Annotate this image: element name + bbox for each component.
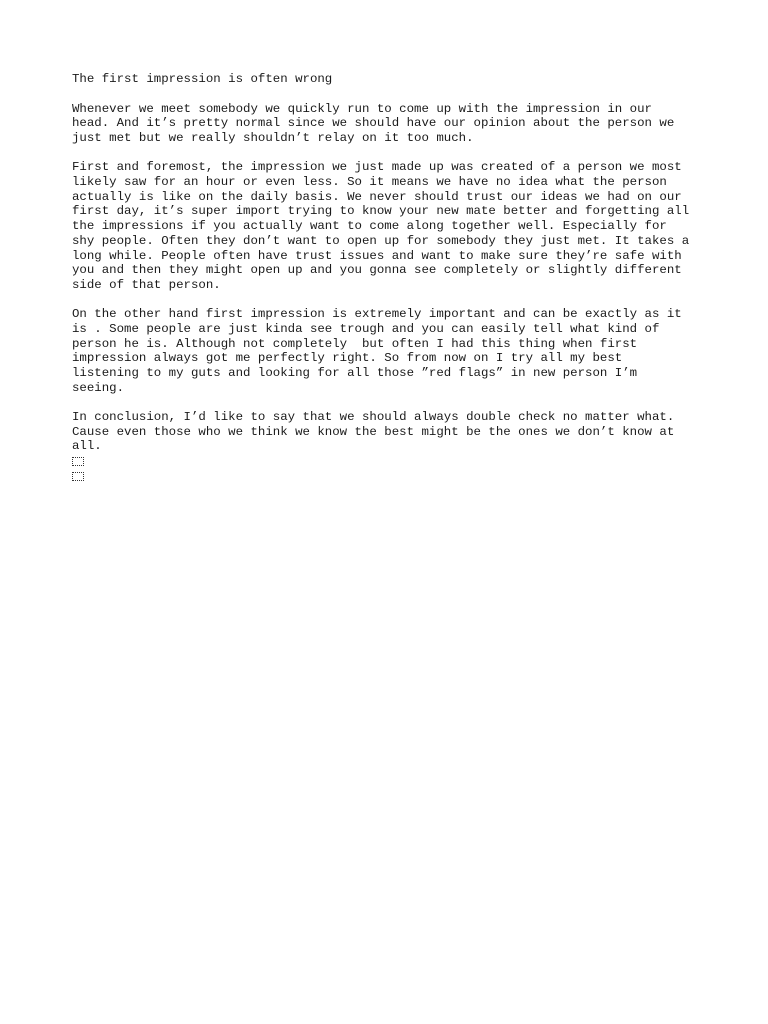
paragraph-line: actually is like on the daily basis. We never should trust our ideas we had on our: [72, 189, 682, 204]
document-title: The first impression is often wrong: [72, 72, 333, 86]
paragraph-line: likely saw for an hour or even less. So it means we have no idea what the person: [72, 175, 667, 190]
paragraph-line: you and then they might open up and you gonna see completely or slightly different: [72, 263, 682, 278]
missing-glyph-box: [72, 472, 84, 481]
missing-glyph-boxes: [72, 454, 712, 483]
paragraph-line: listening to my guts and looking for all those ”red flags” in new person I’m: [72, 365, 638, 380]
paragraph-line: On the other hand first impression is extremely important and can be exactly as it: [72, 307, 682, 322]
paragraph-line: shy people. Often they don’t want to open up for somebody they just met. It takes a: [72, 233, 690, 248]
paragraph-line: seeing.: [72, 380, 125, 395]
paragraph-first-and-foremost: [72, 160, 712, 292]
missing-glyph-icon: [72, 469, 712, 484]
paragraph-line: just met but we really shouldn’t relay on it too much.: [72, 131, 474, 146]
paragraph-other-hand: [72, 307, 712, 395]
paragraph-line: side of that person.: [72, 277, 221, 292]
paragraph-line: the impressions if you actually want to come along together well. Especially for: [72, 219, 667, 234]
paragraph-intro: [72, 102, 712, 146]
paragraph-line: In conclusion, I’d like to say that we should always double check no matter what.: [72, 409, 675, 424]
paragraph-line: first day, it’s super import trying to know your new mate better and forgetting all: [72, 204, 690, 219]
paragraph-line: all.: [72, 439, 102, 454]
paragraph-line: is . Some people are just kinda see trough and you can easily tell what kind of: [72, 321, 660, 336]
paragraph-line: person he is. Although not completely but often I had this thing when first: [72, 336, 638, 351]
paragraph-line: head. And it’s pretty normal since we should have our opinion about the person we: [72, 116, 675, 131]
paragraph-line: Cause even those who we think we know the best might be the ones we don’t know at: [72, 424, 675, 439]
missing-glyph-box: [72, 457, 84, 466]
missing-glyph-icon: [72, 454, 712, 469]
paragraph-line: Whenever we meet somebody we quickly run to come up with the impression in our: [72, 101, 652, 116]
document-page: [72, 72, 712, 483]
paragraph-line: First and foremost, the impression we just made up was created of a person we most: [72, 160, 682, 175]
paragraph-conclusion: [72, 410, 712, 454]
paragraph-line: long while. People often have trust issues and want to make sure they’re safe with: [72, 248, 682, 263]
paragraph-line: impression always got me perfectly right. So from now on I try all my best: [72, 351, 623, 366]
